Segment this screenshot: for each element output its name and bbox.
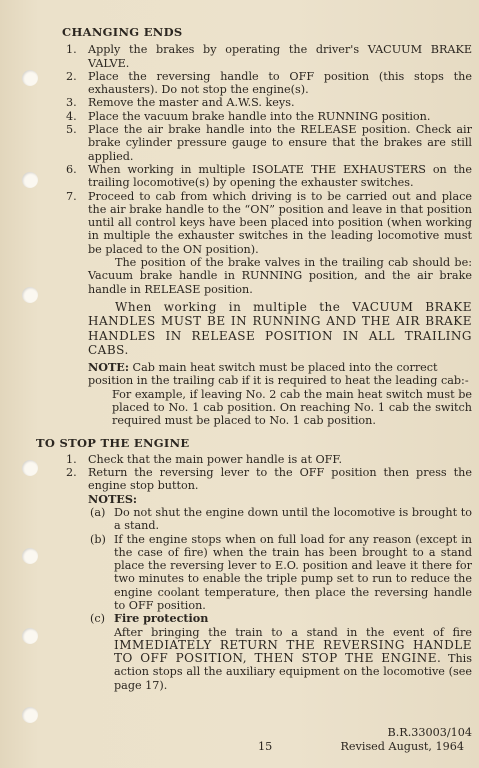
step-item bbox=[62, 163, 472, 190]
step-text: Apply the brakes by operating the driver's VACUUM BRAKE VALVE. bbox=[88, 43, 472, 70]
sub-note-letter: (b) bbox=[90, 532, 106, 546]
step-text: Place the air brake handle into the RELEASE position. Check air brake cylinder pressure gauge to ensure that the brakes are still applied. bbox=[88, 123, 472, 163]
step-item bbox=[62, 70, 472, 97]
sub-note-title: Fire protection bbox=[114, 611, 209, 626]
fire-text-caps: IMMEDIATELY RETURN THE REVERSING HANDLE TO OFF POSITION, THEN STOP THE ENGINE. bbox=[114, 637, 472, 666]
page-content bbox=[36, 25, 472, 692]
binder-hole bbox=[22, 460, 38, 476]
step-item bbox=[62, 466, 472, 493]
page-number: 15 bbox=[258, 740, 273, 753]
step-text: Remove the master and A.W.S. keys. bbox=[88, 96, 295, 110]
step-item bbox=[62, 190, 472, 256]
step-text: Proceed to cab from which driving is to be carried out and place the air brake handle to the “ON” position and leave in that position until all control keys have been placed into position (when working in multiple the exhauster switches in the leading locomotive must be placed to the ON position). bbox=[88, 189, 472, 256]
sub-note-text: Do not shut the engine down until the locomotive is brought to a stand. bbox=[114, 505, 472, 533]
binder-hole bbox=[22, 287, 38, 303]
step-number: 2. bbox=[66, 69, 77, 83]
note-label: NOTE: bbox=[88, 359, 129, 374]
step-number: 2. bbox=[66, 466, 77, 480]
step-text: Return the reversing lever to the OFF position then press the engine stop button. bbox=[88, 466, 472, 493]
notes-heading: NOTES: bbox=[88, 491, 138, 506]
section-heading-changing-ends: CHANGING ENDS bbox=[62, 25, 183, 39]
binder-hole bbox=[22, 70, 38, 86]
paragraph-multiple-warning: When working in multiple the VACUUM BRAKE HANDLES MUST BE IN RUNNING AND THE AIR BRAKE HANDLES IN RELEASE POSITION IN ALL TRAILING CABS. bbox=[88, 299, 472, 358]
step-number: 1. bbox=[66, 452, 77, 466]
step-item bbox=[62, 123, 472, 163]
step-number: 4. bbox=[66, 109, 77, 123]
step-item bbox=[62, 96, 472, 109]
step-number: 3. bbox=[66, 96, 77, 110]
binder-hole bbox=[22, 548, 38, 564]
step-number: 7. bbox=[66, 189, 77, 203]
step-number: 1. bbox=[66, 43, 77, 57]
document-reference: B.R.33003/104 bbox=[387, 726, 472, 739]
sub-note bbox=[62, 533, 472, 613]
note-block bbox=[62, 361, 472, 427]
section-heading-stop-engine: TO STOP THE ENGINE bbox=[36, 436, 190, 451]
note-example: For example, if leaving No. 2 cab the main heat switch must be placed to No. 1 cab position. On reaching No. 1 cab the switch required must be placed to No. 1 cab position. bbox=[112, 387, 472, 428]
step-text: When working in multiple ISOLATE THE EXHAUSTERS on the trailing locomotive(s) by opening the exhauster switches. bbox=[88, 162, 472, 190]
binder-hole bbox=[22, 172, 38, 188]
binder-hole bbox=[22, 707, 38, 723]
step-item bbox=[62, 110, 472, 123]
fire-protection-text bbox=[62, 626, 472, 692]
step-number: 6. bbox=[66, 162, 77, 176]
step-text: Place the vacuum brake handle into the RUNNING position. bbox=[88, 109, 431, 123]
binder-hole bbox=[22, 628, 38, 644]
fire-text-tail: This action stops all the auxiliary equipment on the locomotive (see page 17). bbox=[114, 652, 472, 692]
step-text: Place the reversing handle to OFF position (this stops the exhausters). Do not stop the engine(s). bbox=[88, 69, 472, 97]
revision-date: Revised August, 1964 bbox=[340, 740, 464, 753]
sub-note bbox=[62, 612, 472, 625]
step-item bbox=[62, 43, 472, 70]
note-text: Cab main heat switch must be placed into the correct position in the trailing cab if it is required to heat the leading cab:- bbox=[88, 360, 469, 388]
paragraph-brake-valves: The position of the brake valves in the trailing cab should be: Vacuum brake handle in RUNNING position, and the air brake handle in RELEASE position. bbox=[88, 256, 472, 296]
sub-note-letter: (a) bbox=[90, 505, 106, 519]
fire-text-lead: After bringing the train to a stand in the event of fire bbox=[114, 625, 472, 639]
sub-note bbox=[62, 506, 472, 533]
sub-note-letter: (c) bbox=[90, 612, 105, 626]
step-number: 5. bbox=[66, 123, 77, 137]
step-item bbox=[62, 453, 472, 466]
sub-note-text: If the engine stops when on full load for any reason (except in the case of fire) when the train has been brought to a stand place the reversing lever to E.O. position and leave it there for two minutes to enable the triple pump set to run to reduce the engine coolant temperature, then place the reversing handle to OFF position. bbox=[114, 532, 472, 612]
step-text: Check that the main power handle is at OFF. bbox=[88, 452, 343, 466]
